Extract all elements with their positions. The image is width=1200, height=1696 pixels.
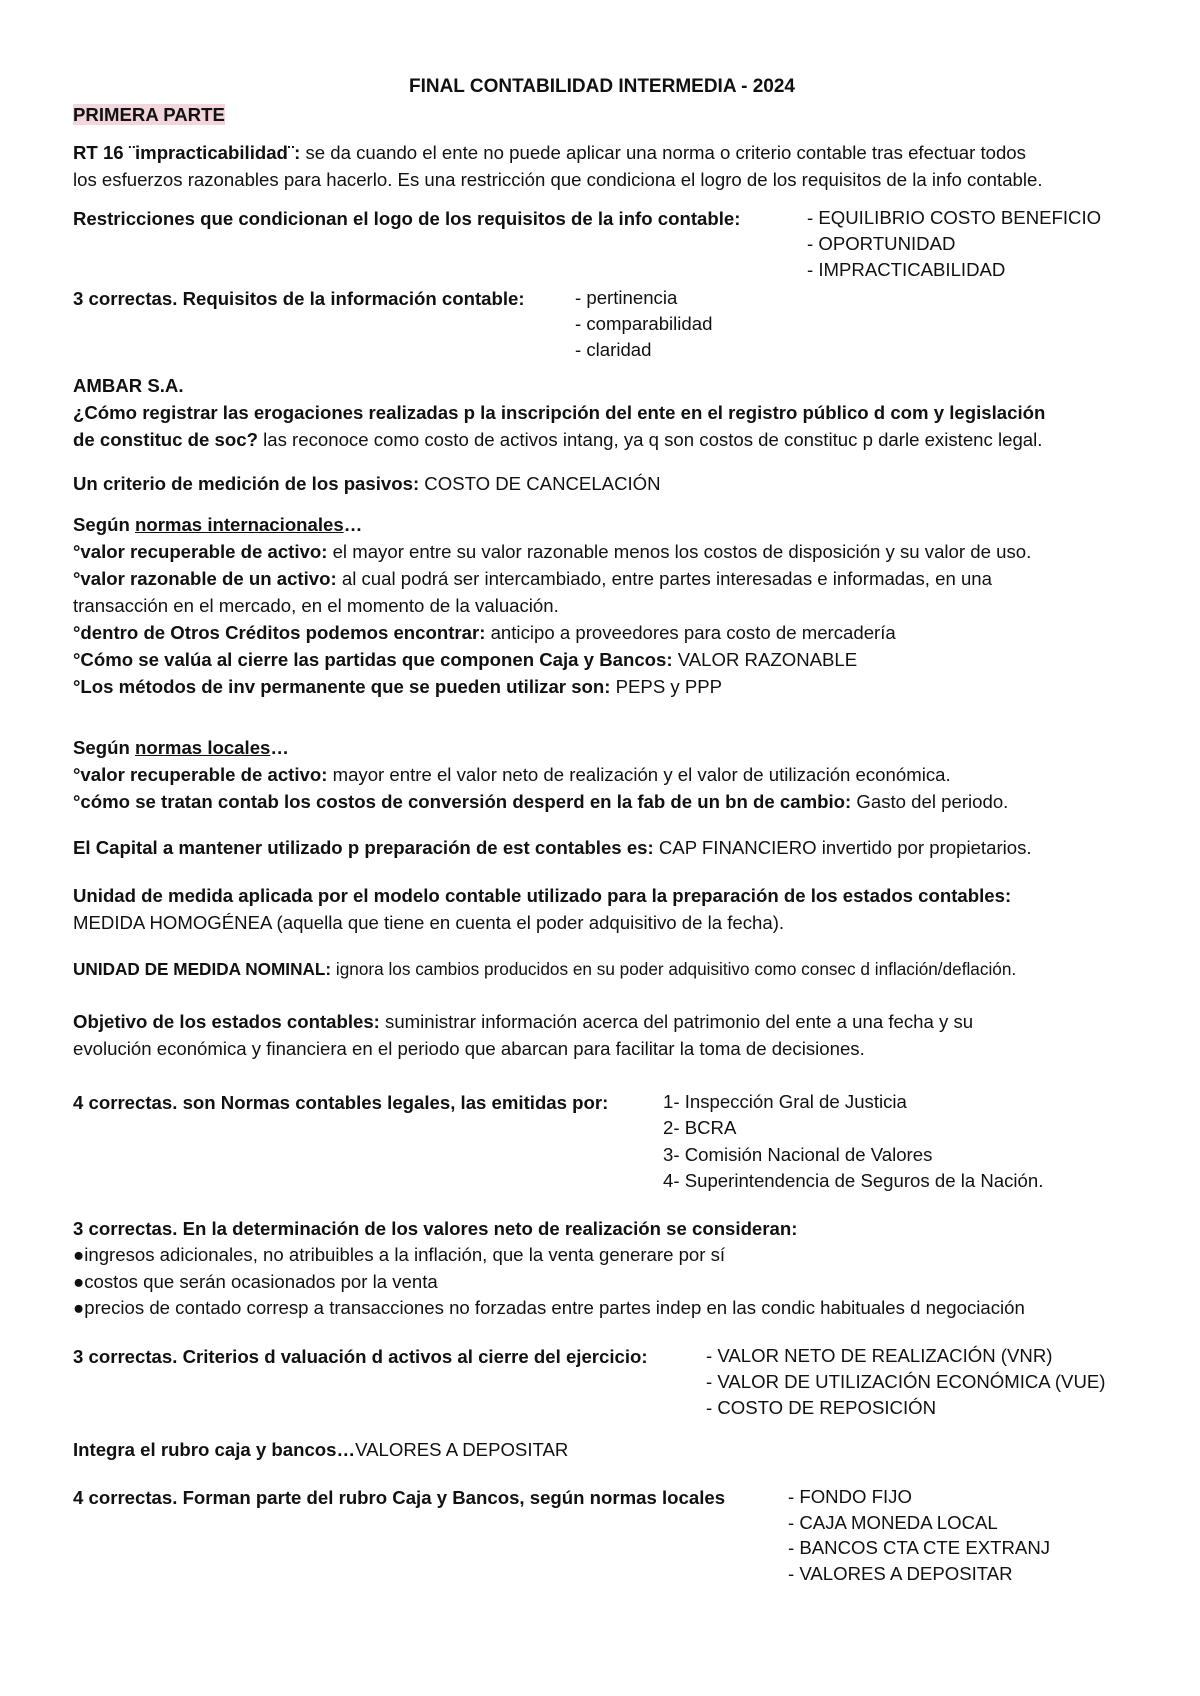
- heading-underlined: normas internacionales: [134, 514, 344, 535]
- list-item: - EQUILIBRIO COSTO BENEFICIO: [807, 207, 1102, 228]
- item-label: °Cómo se valúa al cierre las partidas que componen Caja y Bancos:: [73, 649, 673, 670]
- requisitos-label-text: 3 correctas. Requisitos de la información contable:: [73, 288, 525, 309]
- internacionales-heading: [73, 511, 1031, 538]
- capital-value: CAP FINANCIERO invertido por propietarios.: [653, 837, 1032, 858]
- section-heading: [73, 101, 225, 128]
- item-label: °valor razonable de un activo:: [73, 568, 337, 589]
- objetivo-text-2: evolución económica y financiera en el periodo que abarcan para facilitar la toma de decisiones.: [73, 1038, 865, 1059]
- criterio-pasivos: [73, 470, 661, 497]
- list-item: - OPORTUNIDAD: [807, 233, 956, 254]
- list-item: - comparabilidad: [575, 313, 713, 334]
- unidad-label: Unidad de medida aplicada por el modelo contable utilizado para la preparación de los estados contables:: [73, 885, 1012, 906]
- rt16-text-2: los esfuerzos razonables para hacerlo. Es una restricción que condiciona el logro de los requisitos de la info contable.: [73, 169, 1043, 190]
- normas-legales-list: [663, 1089, 1043, 1194]
- rt16-paragraph: [73, 139, 1043, 193]
- integra-paragraph: [73, 1436, 568, 1463]
- document-title: FINAL CONTABILIDAD INTERMEDIA - 2024: [408, 76, 795, 97]
- vnr-label: 3 correctas. En la determinación de los valores neto de realización se consideran:: [73, 1218, 798, 1239]
- item-text: anticipo a proveedores para costo de mercadería: [485, 622, 896, 643]
- section-label: PRIMERA PARTE: [73, 104, 225, 125]
- heading-post: …: [270, 737, 289, 758]
- restricciones-list: [807, 205, 1101, 283]
- list-item: - VALOR DE UTILIZACIÓN ECONÓMICA (VUE): [706, 1371, 1106, 1392]
- objetivo-paragraph: [73, 1008, 973, 1062]
- locales-heading: [73, 734, 1008, 761]
- list-item: - VALOR NETO DE REALIZACIÓN (VNR): [706, 1345, 1053, 1366]
- integra-label: Integra el rubro caja y bancos…: [73, 1439, 356, 1460]
- objetivo-text-1: suministrar información acerca del patrimonio del ente a una fecha y su: [379, 1011, 974, 1032]
- heading-pre: Según: [73, 514, 135, 535]
- restricciones-label: [73, 205, 740, 232]
- ambar-question-1: ¿Cómo registrar las erogaciones realizadas p la inscripción del ente en el registro público d com y legislación: [73, 402, 1046, 423]
- heading-post: …: [343, 514, 363, 535]
- normas-legales-label: [73, 1089, 608, 1116]
- unidad-paragraph: [73, 882, 1011, 936]
- item-text: al cual podrá ser intercambiado, entre partes interesadas e informadas, en una: [336, 568, 992, 589]
- item-text: el mayor entre su valor razonable menos los costos de disposición y su valor de uso.: [327, 541, 1032, 562]
- item-label: °valor recuperable de activo:: [73, 764, 328, 785]
- locales-block: [73, 734, 1008, 815]
- list-item: - BANCOS CTA CTE EXTRANJ: [788, 1537, 1051, 1559]
- unidad-value: MEDIDA HOMOGÉNEA (aquella que tiene en cuenta el poder adquisitivo de la fecha).: [73, 912, 785, 933]
- list-item: 3- Comisión Nacional de Valores: [663, 1143, 933, 1165]
- criterio-value: COSTO DE CANCELACIÓN: [419, 473, 661, 494]
- vnr-block: [73, 1216, 1025, 1321]
- list-item: - claridad: [575, 339, 652, 360]
- caja-bancos-label: [73, 1484, 725, 1511]
- item-label: °cómo se tratan contab los costos de conversión desperd en la fab de un bn de cambio:: [73, 791, 852, 812]
- rt16-text-1: se da cuando el ente no puede aplicar una norma o criterio contable tras efectuar todos: [300, 142, 1026, 163]
- ambar-heading: AMBAR S.A.: [73, 375, 184, 396]
- item-text-cont: transacción en el mercado, en el momento de la valuación.: [73, 595, 559, 616]
- capital-paragraph: [73, 834, 1032, 861]
- criterio-label: Un criterio de medición de los pasivos:: [73, 473, 420, 494]
- item-text: VALOR RAZONABLE: [672, 649, 858, 670]
- list-item: - FONDO FIJO: [788, 1486, 912, 1507]
- list-item: 2- BCRA: [663, 1117, 737, 1139]
- caja-bancos-label-text: 4 correctas. Forman parte del rubro Caja y Bancos, según normas locales: [73, 1487, 726, 1508]
- list-item: 1- Inspección Gral de Justicia: [663, 1091, 907, 1112]
- caja-bancos-list: [788, 1484, 1050, 1587]
- requisitos-list: [575, 285, 712, 363]
- ambar-block: [73, 372, 1045, 453]
- item-label: °Los métodos de inv permanente que se pueden utilizar son:: [73, 676, 611, 697]
- list-item: 4- Superintendencia de Seguros de la Nación.: [663, 1169, 1044, 1191]
- nominal-label: UNIDAD DE MEDIDA NOMINAL:: [73, 959, 332, 979]
- rt16-label: RT 16 ¨impracticabilidad¨:: [73, 142, 301, 163]
- list-item: - IMPRACTICABILIDAD: [807, 259, 1006, 280]
- item-label: °valor recuperable de activo:: [73, 541, 328, 562]
- requisitos-label: [73, 285, 525, 312]
- objetivo-label: Objetivo de los estados contables:: [73, 1011, 380, 1032]
- criterios-valuacion-list: [706, 1343, 1105, 1421]
- item-text: mayor entre el valor neto de realización y el valor de utilización económica.: [327, 764, 951, 785]
- criterios-valuacion-label: [73, 1343, 648, 1370]
- item-label: °dentro de Otros Créditos podemos encontrar:: [73, 622, 486, 643]
- list-item: - COSTO DE REPOSICIÓN: [706, 1397, 937, 1418]
- bullet-item: ●ingresos adicionales, no atribuibles a la inflación, que la venta generare por sí: [73, 1244, 726, 1266]
- bullet-item: ●costos que serán ocasionados por la venta: [73, 1270, 438, 1292]
- nominal-value: ignora los cambios producidos en su poder adquisitivo como consec d inflación/deflación.: [331, 959, 1017, 979]
- item-text: PEPS y PPP: [610, 676, 723, 697]
- item-text: Gasto del periodo.: [851, 791, 1009, 812]
- ambar-question-2: de constituc de soc?: [73, 429, 258, 450]
- normas-legales-label-text: 4 correctas. son Normas contables legales, las emitidas por:: [73, 1092, 609, 1113]
- heading-pre: Según: [73, 737, 135, 758]
- restricciones-label-text: Restricciones que condicionan el logo de los requisitos de la info contable:: [73, 208, 741, 229]
- ambar-answer: las reconoce como costo de activos intang, ya q son costos de constituc p darle existenc legal.: [257, 429, 1043, 450]
- list-item: - pertinencia: [575, 287, 678, 308]
- internacionales-block: [73, 511, 1031, 700]
- integra-value: VALORES A DEPOSITAR: [355, 1439, 569, 1460]
- heading-underlined: normas locales: [134, 737, 271, 758]
- capital-label: El Capital a mantener utilizado p preparación de est contables es:: [73, 837, 654, 858]
- list-item: - CAJA MONEDA LOCAL: [788, 1511, 998, 1533]
- nominal-paragraph: [73, 956, 1016, 983]
- list-item: - VALORES A DEPOSITAR: [788, 1563, 1013, 1585]
- criterios-valuacion-label-text: 3 correctas. Criterios d valuación d activos al cierre del ejercicio:: [73, 1346, 648, 1367]
- bullet-item: ●precios de contado corresp a transacciones no forzadas entre partes indep en las condic habituales d negociación: [73, 1296, 1025, 1318]
